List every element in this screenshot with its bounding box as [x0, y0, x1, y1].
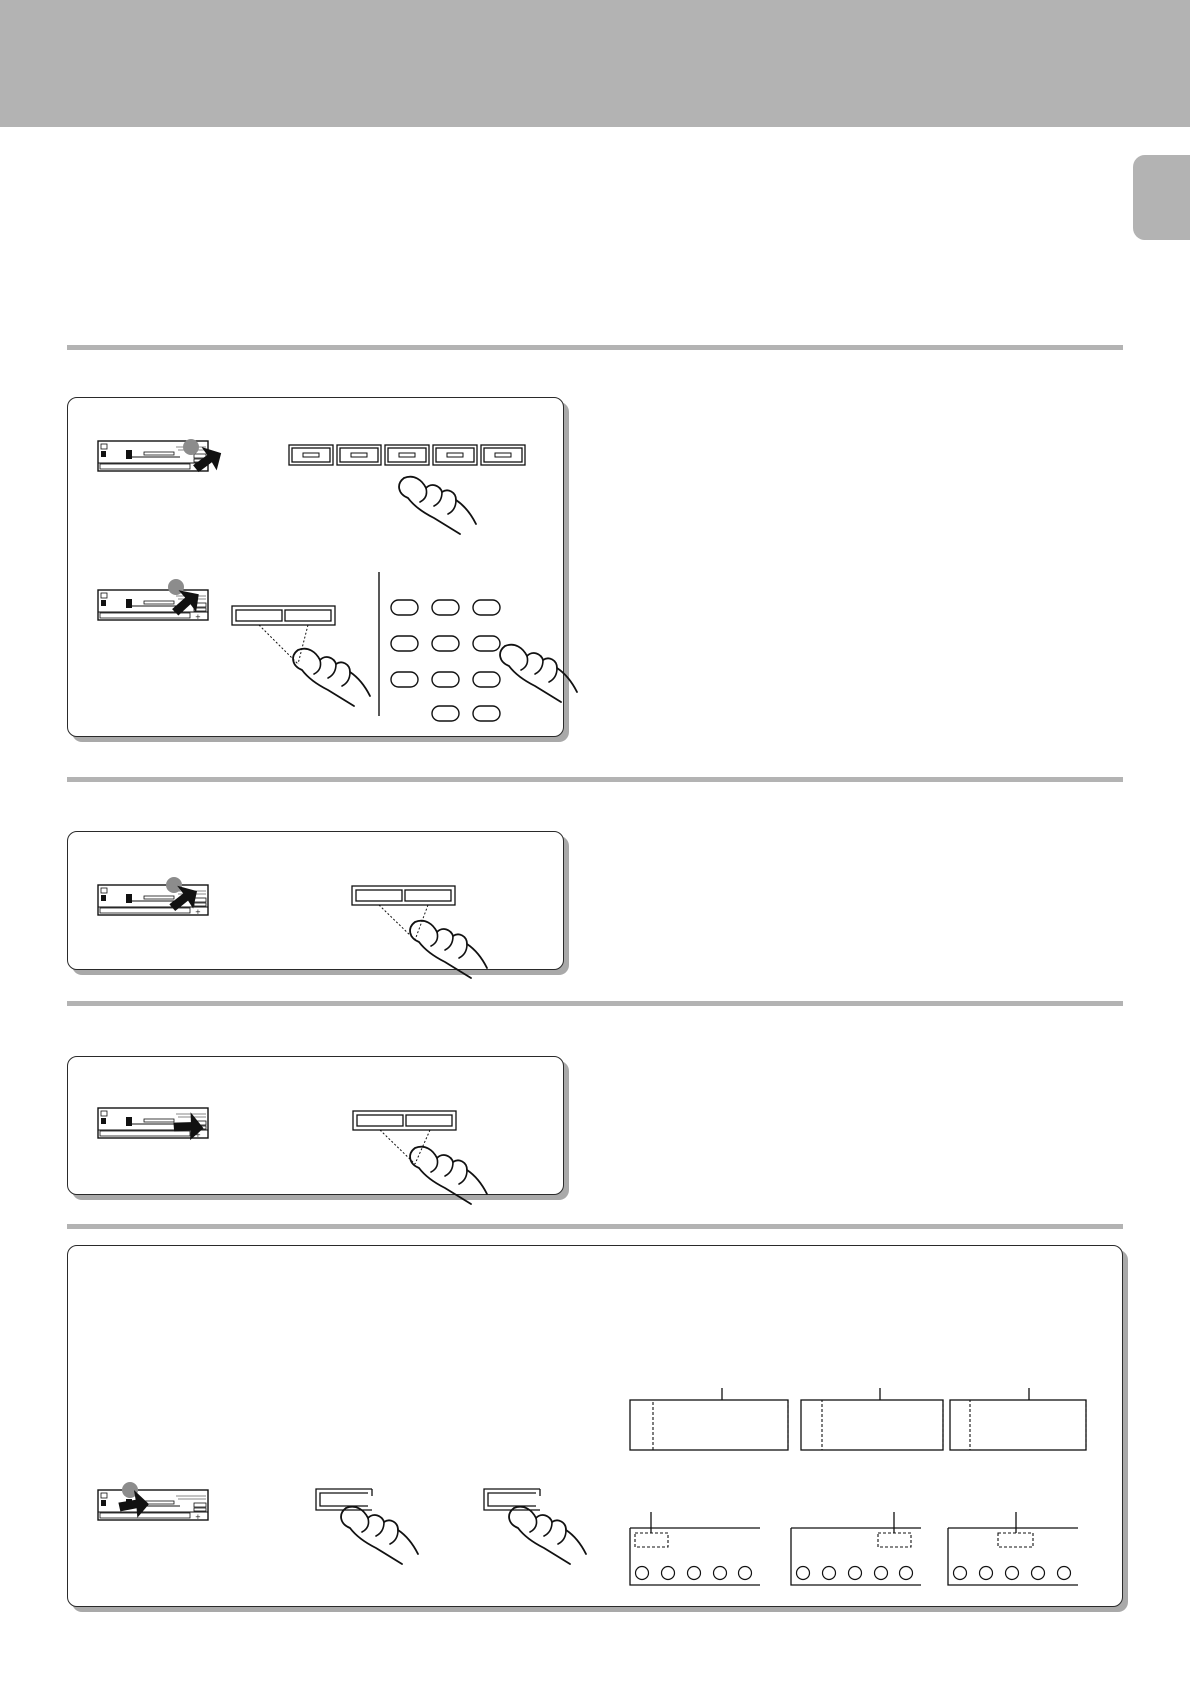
cd-player-front-icon [98, 1108, 208, 1143]
two-key-strip-icon [232, 606, 335, 625]
hand-pointer-icon [509, 1507, 586, 1564]
display-panel [630, 1388, 788, 1450]
cd-player-front-icon [98, 877, 208, 916]
single-key-icon [316, 1489, 372, 1510]
numeric-keypad-icon [391, 600, 500, 721]
display-panel [801, 1388, 943, 1450]
front-panel [948, 1512, 1078, 1585]
hand-pointer-icon [410, 921, 487, 978]
two-key-strip-icon [353, 1111, 456, 1130]
cd-player-front-icon [98, 439, 224, 475]
display-panel [950, 1388, 1086, 1450]
two-key-strip-icon [352, 886, 455, 905]
cd-player-front-icon [98, 1482, 208, 1521]
hand-pointer-icon [500, 645, 577, 702]
front-panel [630, 1512, 760, 1585]
hand-pointer-icon [293, 649, 370, 706]
five-key-strip-icon [289, 445, 525, 465]
front-panel [791, 1512, 921, 1585]
cd-player-front-icon [98, 579, 208, 621]
hand-pointer-icon [410, 1147, 487, 1204]
single-key-icon [484, 1489, 540, 1510]
illustrations: + [0, 0, 1190, 1684]
hand-pointer-icon [399, 477, 476, 534]
hand-pointer-icon [341, 1507, 418, 1564]
